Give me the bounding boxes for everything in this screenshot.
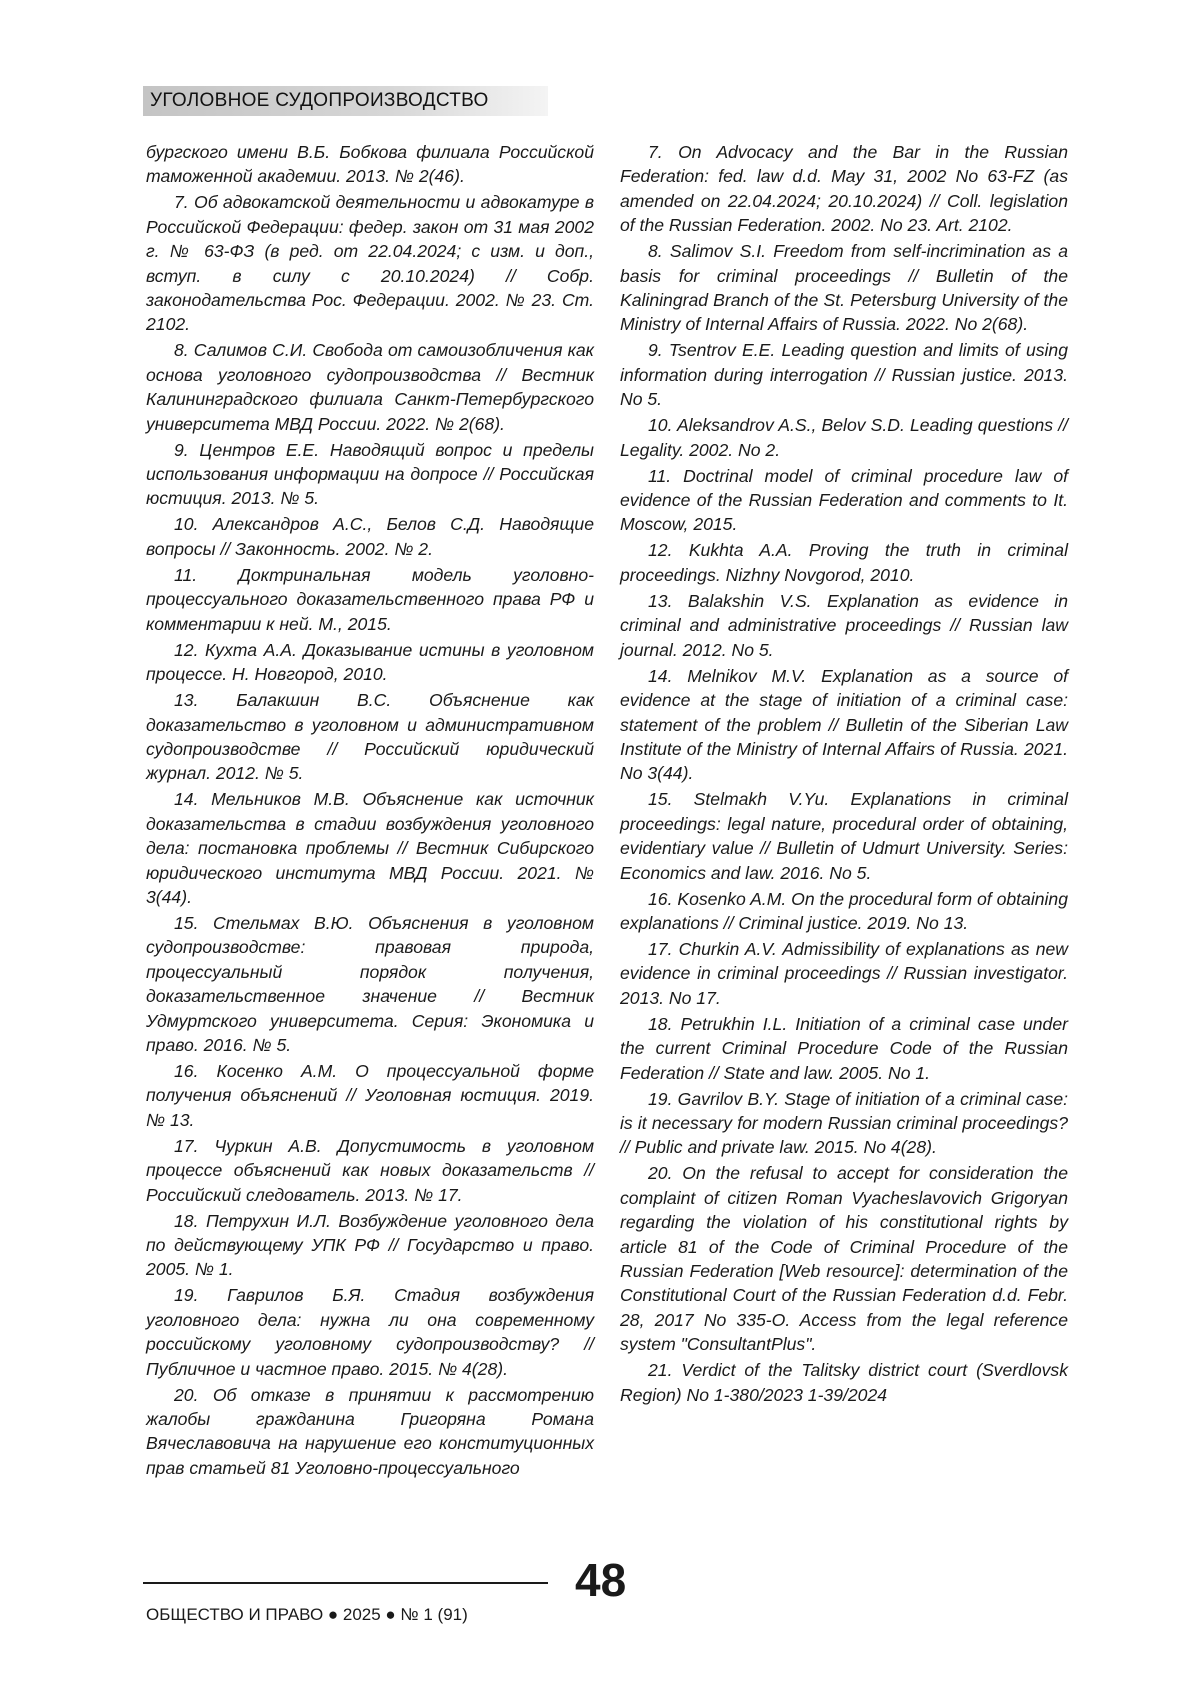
reference-item: 18. Петрухин И.Л. Возбуждение уголовного дела по действующему УПК РФ // Государство и право. 2005. № 1.	[146, 1209, 594, 1282]
reference-item: 17. Churkin A.V. Admissibility of explanations as new evidence in criminal proceedings // Russian investigator. 2013. No 17.	[620, 937, 1068, 1010]
footer-divider	[143, 1582, 548, 1584]
reference-item: 17. Чуркин А.В. Допустимость в уголовном процессе объяснений как новых доказательств // Российский следователь. 2013. № 17.	[146, 1134, 594, 1207]
reference-item: 11. Doctrinal model of criminal procedure law of evidence of the Russian Federation and comments to It. Moscow, 2015.	[620, 464, 1068, 537]
reference-item: 21. Verdict of the Talitsky district court (Sverdlovsk Region) No 1-380/2023 1-39/2024	[620, 1358, 1068, 1407]
reference-item: 20. On the refusal to accept for consideration the complaint of citizen Roman Vyacheslavovich Grigoryan regarding the violation of his constitutional rights by article 81 of the Code of Criminal Procedure of the Russian Federation [Web resource]: determination of the Constitutional Court of the Russian Federation d.d. Febr. 28, 2017 No 335-O. Access from the legal reference system "ConsultantPlus".	[620, 1161, 1068, 1356]
reference-item: 15. Стельмах В.Ю. Объяснения в уголовном судопроизводстве: правовая природа, процессуальный порядок получения, доказательственное значение // Вестник Удмуртского университета. Серия: Экономика и право. 2016. № 5.	[146, 911, 594, 1057]
references-russian-column	[146, 140, 594, 1482]
reference-item: 16. Kosenko A.M. On the procedural form of obtaining explanations // Criminal justice. 2019. No 13.	[620, 887, 1068, 936]
reference-item: 14. Мельников М.В. Объяснение как источник доказательства в стадии возбуждения уголовного дела: постановка проблемы // Вестник Сибирского юридического института МВД России. 2021. № 3(44).	[146, 787, 594, 909]
reference-item: 12. Кухта А.А. Доказывание истины в уголовном процессе. Н. Новгород, 2010.	[146, 638, 594, 687]
reference-item: 10. Александров А.С., Белов С.Д. Наводящие вопросы // Законность. 2002. № 2.	[146, 512, 594, 561]
reference-item: 9. Центров Е.Е. Наводящий вопрос и пределы использования информации на допросе // Российская юстиция. 2013. № 5.	[146, 438, 594, 511]
journal-footer: ОБЩЕСТВО И ПРАВО ● 2025 ● № 1 (91)	[146, 1604, 468, 1626]
reference-item: 14. Melnikov M.V. Explanation as a source of evidence at the stage of initiation of a criminal case: statement of the problem // Bulletin of the Siberian Law Institute of the Ministry of Internal Affairs of Russia. 2021. No 3(44).	[620, 664, 1068, 786]
reference-item: 12. Kukhta A.A. Proving the truth in criminal proceedings. Nizhny Novgorod, 2010.	[620, 538, 1068, 587]
reference-continuation: бургского имени В.Б. Бобкова филиала Российской таможенной академии. 2013. № 2(46).	[146, 140, 594, 189]
page-number: 48	[575, 1555, 626, 1605]
reference-item: 16. Косенко А.М. О процессуальной форме получения объяснений // Уголовная юстиция. 2019. № 13.	[146, 1059, 594, 1132]
reference-item: 10. Aleksandrov A.S., Belov S.D. Leading questions // Legality. 2002. No 2.	[620, 413, 1068, 462]
references-english-column	[620, 140, 1068, 1409]
section-title: УГОЛОВНОЕ СУДОПРОИЗВОДСТВО	[150, 89, 489, 113]
reference-item: 13. Балакшин В.С. Объяснение как доказательство в уголовном и административном судопроизводстве // Российский юридический журнал. 2012. № 5.	[146, 688, 594, 786]
reference-item: 7. On Advocacy and the Bar in the Russian Federation: fed. law d.d. May 31, 2002 No 63-FZ (as amended on 22.04.2024; 20.10.2024) // Coll. legislation of the Russian Federation. 2002. No 23. Art. 2102.	[620, 140, 1068, 238]
reference-item: 13. Balakshin V.S. Explanation as evidence in criminal and administrative proceedings // Russian law journal. 2012. No 5.	[620, 589, 1068, 662]
reference-item: 18. Petrukhin I.L. Initiation of a criminal case under the current Criminal Procedure Code of the Russian Federation // State and law. 2005. No 1.	[620, 1012, 1068, 1085]
reference-item: 11. Доктринальная модель уголовно-процессуального доказательственного права РФ и комментарии к ней. М., 2015.	[146, 563, 594, 636]
reference-item: 20. Об отказе в принятии к рассмотрению жалобы гражданина Григоряна Романа Вячеславовича на нарушение его конституционных прав статьей 81 Уголовно-процессуального	[146, 1383, 594, 1481]
reference-item: 9. Tsentrov E.E. Leading question and limits of using information during interrogation // Russian justice. 2013. No 5.	[620, 338, 1068, 411]
reference-item: 15. Stelmakh V.Yu. Explanations in criminal proceedings: legal nature, procedural order of obtaining, evidentiary value // Bulletin of Udmurt University. Series: Economics and law. 2016. No 5.	[620, 787, 1068, 885]
reference-item: 7. Об адвокатской деятельности и адвокатуре в Российской Федерации: федер. закон от 31 мая 2002 г. № 63-ФЗ (в ред. от 22.04.2024; с изм. и доп., вступ. в силу с 20.10.2024) // Собр. законодательства Рос. Федерации. 2002. № 23. Ст. 2102.	[146, 190, 594, 336]
reference-item: 8. Салимов С.И. Свобода от самоизобличения как основа уголовного судопроизводства // Вестник Калининградского филиала Санкт-Петербургского университета МВД России. 2022. № 2(68).	[146, 338, 594, 436]
reference-item: 19. Гаврилов Б.Я. Стадия возбуждения уголовного дела: нужна ли она современному российскому уголовному судопроизводству? // Публичное и частное право. 2015. № 4(28).	[146, 1283, 594, 1381]
reference-item: 8. Salimov S.I. Freedom from self-incrimination as a basis for criminal proceedings // Bulletin of the Kaliningrad Branch of the St. Petersburg University of the Ministry of Internal Affairs of Russia. 2022. No 2(68).	[620, 239, 1068, 337]
reference-item: 19. Gavrilov B.Y. Stage of initiation of a criminal case: is it necessary for modern Russian criminal proceedings? // Public and private law. 2015. No 4(28).	[620, 1087, 1068, 1160]
